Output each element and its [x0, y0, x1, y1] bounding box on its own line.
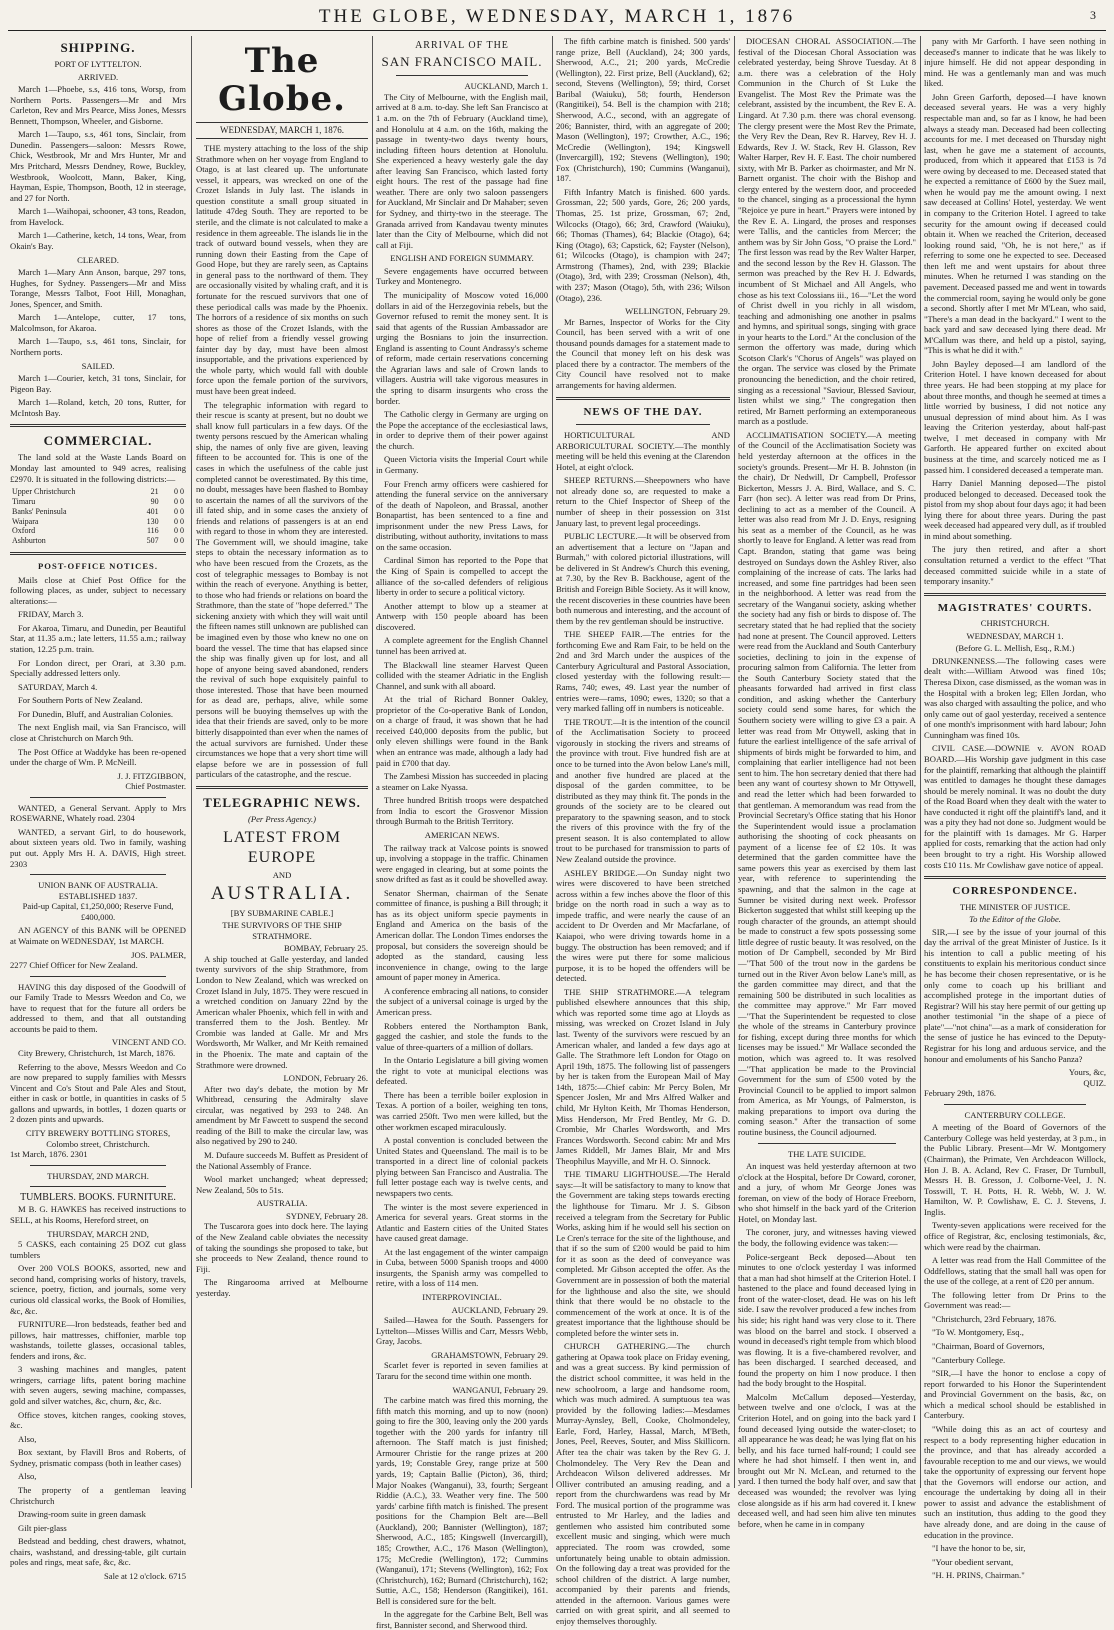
bottling-date: 1st March, 1876. 2301 [10, 1149, 88, 1160]
arrival-entry: March 1—Catherine, ketch, 14 tons, Wear, from Okain's Bay. [10, 230, 186, 251]
sydney-dateline: SYDNEY, February 28. [286, 1210, 368, 1221]
newspaper-title: The Globe. [218, 41, 346, 119]
american-item: Robbers entered the Northampton Bank, gagged the cashier, and stole the funds to the value of three-quarters of a million of dollars. [376, 1020, 548, 1052]
summary-item: The Blackwall line steamer Harvest Queen collided with the steamer Adriatic in the English Channel, and sunk with all aboard. [376, 659, 548, 691]
brewery-notice: HAVING this day disposed of the Goodwill of our Family Trade to Messrs Weedon and Co, we have to request that for the future all orders be addressed to them, and that all outstanding accounts be paid to them. [10, 981, 186, 1034]
american-heading: AMERICAN NEWS. [424, 829, 500, 840]
auction-item: Box sextant, by Flavill Bros and Roberts, of Sydney, prismatic compass (both in leather cases) [10, 1447, 186, 1468]
college-paragraph: A letter was read from the Hall Committee of the Oddfellows, stating that the small hall was open for the use of the college, at a rent of £20 per annum. [924, 1255, 1106, 1287]
court-case: DRUNKENNESS.—The following cases were dealt with:—William Atwood was fined 10s; Theresa Dixon, case dismissed, as the woman was in the Hospital with a broken leg; Ellen Jordan, who was also charged with assaulting the police, and who only came out of gaol yesterday, received a sentence of one month's imprisonment with hard labour; John Cunningham was fined 10s. [924, 655, 1106, 740]
commercial-heading: COMMERCIAL. [43, 433, 153, 449]
news-item: THE TROUT.—It is the intention of the council of the Acclimatisation Society to proceed vigorously in stocking the rivers and streams of the province with trout. Five hundred fish are at once to be turned into the Avon below Lane's mill, and another five hundred are placed at the disposal of the garden committee, to be distributed as they may think fit. The ponds in the grounds of the society are to be cleared out preparatory to the spawning season, and to stock the rivers of this province with the fry of the present season. It is also contemplated to allow trout to be purchased for transmission to parts of New Zealand outside the province. [556, 716, 730, 865]
bank-capital: Paid-up Capital, £1,250,000; Reserve Fund, £400,000. [22, 901, 174, 922]
american-items [376, 843, 548, 1290]
table-cell-value: 0 0 [174, 506, 184, 516]
auction-item: Office stoves, kitchen ranges, cooking stoves, &c. [10, 1409, 186, 1431]
london-dateline: LONDON, February 26. [283, 1073, 368, 1084]
sailed-entry: March 1—Roland, ketch, 20 tons, Rutter, for McIntosh Bay. [10, 397, 186, 418]
suicide-heading: THE LATE SUICIDE. [787, 1148, 867, 1159]
latest-and: AND [272, 869, 292, 880]
inquest-paragraph: An inquest was held yesterday afternoon at two o'clock at the Hospital, before Dr Coward, coroner, and a jury, of whom Mr George Jones was foreman, on view of the body of Horace Freeborn, who shot himself in the back yard of the Criterion Hotel, on Monday last. [738, 1161, 916, 1224]
sailed-list [10, 373, 186, 418]
court-cases [924, 656, 1106, 870]
table-row [10, 487, 186, 497]
summary-item: Severe engagements have occurred between Turkey and Montenegro. [376, 265, 548, 287]
inquest-paragraph: pany with Mr Garforth. I have seen nothing in deceased's manner to indicate that he was likely to injure himself. He did not appear desponding in mind. He was a gentlemanly man and was much liked. [924, 36, 1106, 89]
divider [556, 397, 730, 400]
divider [396, 75, 528, 76]
telegraphic-heading: TELEGRAPHIC NEWS. [203, 794, 361, 810]
bank-heading: UNION BANK OF AUSTRALIA. [38, 880, 158, 891]
table-cell-district: Oxford [12, 526, 36, 536]
postmaster-title: Chief Postmaster. [125, 781, 186, 792]
bombay-dateline: BOMBAY, February 25. [283, 943, 368, 954]
leader-article [196, 143, 368, 780]
college-paragraph: Twenty-seven applications were received for the office of Registrar, &c, enclosing testimonials, &c, which were read by the chairman. [924, 1220, 1106, 1252]
table-cell-acres: 116 [146, 526, 159, 536]
rifle-result: Fifth Infantry Match is finished. 600 yards. Grossman, 22; 500 yards, Gore, 26; 200 yards, Thomas, 25. 1st prize, Grossman, 67; 2nd, Wilcocks (Otago), 66; 3rd, Crawford (Waiuku), 66; Thomas (Thames), 64; Blackie (Otago), 64; King (Otago), 63; Capstick, 62; Fayster (Nelson), 61; Wilcocks (Otago), is champion with 247; Armstrong (Thames), 2nd, with 239; Blackie (Otago), 3rd, with 239; Crossman (Nelson), 4th, with 237; Mason (Otago), 5th, with 236; Wilson (Otago), 236. [556, 186, 730, 303]
inquest-continued [924, 36, 1106, 587]
post-notice: FRIDAY, March 3. [18, 609, 84, 620]
post-notice: SATURDAY, March 4. [18, 681, 98, 692]
auction-item: FURNITURE—Iron bedsteads, feather bed and pillows, hair mattresses, chiffonier, marble top washstands, toilette glasses, occasional tables, fenders and irons, &c. [10, 1319, 186, 1361]
brewery-date: City Brewery, Christchurch, 1st March, 1876. [18, 1048, 176, 1058]
news-item: THE SHEEP FAIR.—The entries for the forthcoming Ewe and Ram Fair, to be held on the 2nd and 3rd March under the auspices of the Canterbury Agricultural and Pastoral Association, closed yesterday with the following result:—Rams, 740; ewes, 49. Last year the number of entries were—rams, 1090; ewes, 1320; so that a very marked falling off in numbers is noticeable. [556, 629, 730, 714]
summary-heading: ENGLISH AND FOREIGN SUMMARY. [390, 253, 534, 264]
divider [30, 797, 166, 798]
table-row [10, 526, 186, 536]
brewery-signature: VINCENT AND CO. [111, 1037, 186, 1048]
leader-paragraph: The telegraphic information with regard to their rescue is scanty at present, but no doubt we shall know full particulars in a few days. Of the twenty persons rescued by the American whaling ship, the names of only five are given, leaving fifteen to be accounted for. This is one of the cases in which the usefulness of the cable just completed cannot be overestimated. By this time, no doubt, messages have been flashed to Bombay to ascertain the names of all the survivors of the ill fated ship, and in some cases the anxiety of friends and relations of passengers is at an end with regard to those in whom they are interested. The Government will, we should imagine, take steps to obtain the necessary information as to who have been rescued from the Crozets, as the cost of telegraphic messages to Bombay is not within the reach of everyone. Anything is better, to those who had friends or relations on board the Strathmore, than the state of "hope deferred." The sickening anxiety with which they will wait until the fifteen names still unknown are published can be imagined even by those who knew no one on board the vessel. The time that has elapsed since the ship was finally given up for lost, and all hope of anyone being saved abandoned, renders the revival of such hope exquisitely painful to those interested. Those that have been mourned for as dead are, perhaps, alive, while some persons will be buoying themselves up with the idea that their friends are saved, only to be more bitterly disappointed than ever when the names of the actual survivors are furnished. Under these circumstances we hope that a very short time will elapse before we are in possession of full particulars of the catastrophe, and the rescue. [196, 399, 368, 780]
inquest-paragraph: John Bayley deposed—I am landlord of the Criterion Hotel. I have known deceased for about three years. He had been stopping at my place for about three months, and though he seemed at times a little worried by business, I did not notice any unusual depression of mind about him. As I was leaving the Criterion yesterday, about half-past twelve, I met deceased in company with Mr Garforth. He appeared further on excited about business at the time, and scarcely noticed me as I passed him. I considered deceased a temperate man. [924, 358, 1106, 475]
post-notice: For Southern Ports of New Zealand. [18, 695, 143, 706]
post-notice: Mails close at Chief Post Office for the following places, as under, subject to necessary alterations:— [10, 574, 186, 606]
table-row [10, 517, 186, 527]
auction-item: Also, [18, 1433, 37, 1444]
table-cell-acres: 90 [150, 496, 159, 506]
auckland2-dateline: AUCKLAND, February 29. [451, 1304, 548, 1315]
sailed-label: SAILED. [81, 360, 115, 371]
summary-item: The Zambesi Mission has succeeded in placing a steamer on Lake Nyassa. [376, 771, 548, 792]
postmaster-name: J. J. FITZGIBBON, [117, 770, 186, 781]
american-item: At the last engagement of the winter campaign in Cuba, between 5000 Spanish troops and 4000 insurgents, the Spanish army was compelled to retire, with a loss of 114 men. [376, 1246, 548, 1289]
bottling-heading: CITY BREWERY BOTTLING STORES, [25, 1127, 171, 1138]
column-rule [552, 36, 553, 1488]
bank-manager: JOS. PALMER, [131, 949, 186, 960]
auction-item: The property of a gentleman leaving Christchurch [10, 1484, 186, 1506]
college-paragraph: "Chairman, Board of Governors, [932, 1341, 1045, 1352]
bottling-address: Colombo street, Christchurch. [46, 1138, 150, 1149]
divider [30, 874, 166, 875]
college-paragraph: "Canterbury College. [932, 1354, 1006, 1365]
classified-ads [10, 803, 186, 869]
column-4 [556, 36, 730, 1626]
column-rule [191, 36, 192, 1488]
table-cell-district: Upper Christchurch [12, 487, 76, 497]
table-cell-acres: 507 [146, 536, 159, 546]
rifle-result: The fifth carbine match is finished. 500 yards' range prize, Bell (Auckland), 24; 300 yards, Sherwood, A.C., 21; 200 yards, McCredie (Wellington), 22. First prize, Bell (Auckland), 62; second, Stevens (Wellington), 59; third, Corset Baribal (Waiuku), 58; fourth, Henderson (Rangitikei), 54. Bell is the champion with 218; Sherwood, A.C., second, with an aggregate of 206; Bannister, third, with an aggregate of 200; Mason (Wellington), 197; Crowther, A.C., 196; McCredie (Wellington), 194; Kingswell (Invercargill), 192; Stevens (Wellington), 190; Fox (Christchurch), 190; Cummins (Wanganui), 187. [556, 36, 730, 184]
commercial-text: The land sold at the Waste Lands Board on Monday last amounted to 949 acres, realising £2970. It is situated in the following districts:— [10, 452, 186, 484]
post-notice: The next English mail, via San Francisco, will close at Christchurch on March 9th. [10, 722, 186, 743]
inquest-text [738, 1161, 916, 1529]
table-cell-acres: 21 [150, 487, 159, 497]
to-editor: To the Editor of the Globe. [969, 914, 1061, 925]
auction-footer: Sale at 12 o'clock. 6715 [104, 1570, 186, 1581]
auction-item: Drawing-room suite in green damask [18, 1509, 146, 1520]
inquest-paragraph: The jury then retired, and after a short consultation returned a verdict to the effect "That deceased committed suicide while in a state of temporary insanity." [924, 544, 1106, 587]
auckland-text: The City of Melbourne, with the English mail, arrived at 8 a.m. to-day. She left San Francisco at 1 a.m. on the 7th of February (Auckland time), and Honolulu at 4 a.m. on the 16th, making the passage in twenty-two days twenty hours, including fifteen hours detention at Honolulu. She experienced a heavy westerly gale the day after leaving San Francisco, which lasted forty eight hours. The rest of the passage had fine weather. There are only two saloon passengers for Auckland, Mr Sinclair and Dr Mahaber; seven for Sydney, and thirty-two in the steerage. The Granada arrived from Kandavau twenty minutes later than the City of Melbourne, which did not call at Fiji. [376, 91, 548, 250]
column-5 [738, 36, 917, 1529]
wellington-text: Mr Barnes, Inspector of Works for the City Council, has been served with a writ of one thousand pounds damages for a statement made to the Council that money left on his desk was placed there by a contractor. The members of the City Council have resolved not to make arrangements for having aldermen. [556, 316, 730, 390]
table-cell-district: Timaru [12, 496, 36, 506]
summary-item: Cardinal Simon has reported to the Pope that the King of Spain is compelled to accept the alliance of the so-called defenders of religious liberty in order to secure a political victory. [376, 555, 548, 598]
latest-heading: LATEST FROM EUROPE [223, 829, 341, 867]
justice-heading: THE MINISTER OF JUSTICE. [959, 901, 1071, 912]
divider [576, 424, 710, 425]
table-row [10, 536, 186, 546]
cleared-entry: March 1—Taupo, s.s, 461 tons, Sinclair, for Northern ports. [10, 336, 186, 358]
column-rule [372, 36, 373, 1488]
post-notice: For London direct, per Orari, at 3.30 p.m. Specially addressed letters only. [10, 657, 186, 679]
summary-item: Four French army officers were cashiered for attending the funeral service on the anniversary of the death of Napoleon, and Brassal, another Bonapartist, has been sentenced to a fine and imprisonment under the new Press Laws, for distributing, without authority, invitations to mass on the same occasion. [376, 478, 548, 552]
court-case: CIVIL CASE.—DOWNIE v. AVON ROAD BOARD.—His Worship gave judgment in this case for the plaintiff, remarking that although the plaintiff was entitled to damages he thought these damages should be merely nominal. It was no doubt the duty of the Road Board when they dealt with the water to have conducted it right off the plaintiff's land, and it was a pity they had not done so. Judgment would be for the plaintiff with 1s damages. Mr G. Harper applied for costs, remarking that the action had only been brought to try a right. His Worship allowed costs £10 11s. Mr Cowlishaw gave notice of appeal. [924, 743, 1106, 870]
tumblers-heading: TUMBLERS. BOOKS. FURNITURE. [20, 1192, 176, 1204]
auction-item: Also, [18, 1471, 37, 1482]
auckland-dateline: AUCKLAND, March 1. [464, 81, 548, 92]
news-item: CHURCH GATHERING.—The church gathering at Opawa took place on Friday evening, and was a great success. By kind permission of the district school committee, it was held in the new schoolroom, a large and handsome room, which was much admired. A sumptuous tea was provided by the following ladies:—Mesdames Murray-Aynsley, Bell, Cooke, Cholmondeley, Earle, Ford, Harley, Hassal, March, M'Beth, Jones, Peel, Reeves, Souter, and Miss Skillicorn. After tea the chair was taken by the Rev G. J. Cholmondeley. The Very Rev the Dean and Archdeacon Wilson delivered addresses. Mr Olliver contributed an amusing reading, and a report from the churchwardens was read by Mr Ford. The musical portion of the programme was entrusted to Mr Harley, and the ladies and gentlemen who assisted him contributed some excellent music and singing, which were much appreciated. The room was crowded, some unfortunately being unable to obtain admission. On the following day a treat was provided for the school children of the district. A large number, accompanied by their parents and friends, attended in the afternoon. Various games were carried on with great spirit, and all seemed to enjoy themselves thoroughly. [556, 1341, 730, 1626]
column-rule [920, 36, 921, 1488]
divider [944, 1104, 1086, 1105]
cleared-entry: March 1—Mary Ann Anson, barque, 297 tons, Hughes, for Sydney. Passengers—Mr and Miss Torange, Messrs Talbot, Foot Hill, Monaghan, Jones, Spencer, and Smith. [10, 267, 186, 309]
divider [10, 552, 186, 555]
auction-item: Bedstead and bedding, chest drawers, whatnot, chairs, washstand, and dressing-table, gilt curtain poles and rings, meat safe, &c, &c. [10, 1536, 186, 1568]
post-heading: POST-OFFICE NOTICES. [38, 561, 158, 572]
divider [924, 876, 1106, 879]
post-notice: For Dunedin, Bluff, and Australian Colonies. [18, 708, 173, 719]
news-item: SHEEP RETURNS.—Sheepowners who have not already done so, are requested to make a return to the Chief Inspector of Sheep of the number of sheep in their possession on 31st January last, to prevent legal proceedings. [556, 475, 730, 528]
summary-items [376, 266, 548, 827]
survivors-heading: THE SURVIVORS OF THE SHIP STRATHMORE. [222, 920, 342, 941]
masthead: THE GLOBE, WEDNESDAY, MARCH 1, 1876 [318, 6, 796, 27]
bank-agency: AN AGENCY of this BANK will be OPENED at Waimate on WEDNESDAY, 1st MARCH. [10, 925, 186, 946]
interprovincial-heading: INTERPROVINCIAL. [422, 1292, 502, 1303]
cleared-list [10, 267, 186, 358]
sydney-text: The Tuscarora goes into dock here. The laying of the New Zealand cable obviates the necessity of taking the soundings she proposed to take, but she proceeds to New Zealand, thence round to Fiji. [196, 1221, 368, 1274]
news-item: THE TIMARU LIGHTHOUSE.—The Herald says:—It will be satisfactory to many to know that the Government are taking steps towards erecting the lighthouse for Timaru. Mr J. S. Gibson received a telegram from the Secretary for Public Works, asking him if he would sell his section on Le Cren's terrace for the site of the lighthouse, and that if so the sum of £200 would be paid to him for it as soon as the deed of conveyance was completed. Mr Gibson accepted the offer. As the Government are in possession of both the material for the lighthouse and also the site, we should think that there would be no obstacle to the commencement of the work at once. It is of the greatest importance that the lighthouse should be completed before the winter sets in. [556, 1169, 730, 1338]
cleared-entry: March 1—Antelope, cutter, 17 tons, Malcolmson, for Akaroa. [10, 312, 186, 333]
per-press: (Per Press Agency.) [247, 813, 316, 824]
australia-heading: AUSTRALIA. [256, 1198, 308, 1209]
classified-ad: WANTED, a servant Girl, to do housework, about sixteen years old. Two in family, washing put out. Apply Mrs H. A. DAVIS, High street. 2303 [10, 826, 186, 869]
summary-item: At the trial of Richard Bonner Oakley, proprietor of the Co-operative Bank of London, on a charge of fraud, it was shown that he had received £40,000 deposits from the public, but only eleven shillings were found in the Bank when an entrance was made, although a lady had paid in £700 that day. [376, 694, 548, 768]
table-cell-acres: 130 [146, 516, 159, 526]
column-6 [924, 36, 1106, 1581]
news-item: ACCLIMATISATION SOCIETY.—A meeting of the Council of the Acclimatisation Society was held yesterday afternoon at the offices in the society's grounds. Present—Mr H. B. Johnston (in the chair), Dr Nedwill, Dr Campbell, Professor Bickerton, Messrs J. A. Bird, Wallace, and S. C. Farr (hon sec). A letter was read from Dr Prins, declining to act as a member of the Council. A letter was also read from Mr J. D. Enys, resigning his seat as a member of the Council, as he was shortly to leave for England. A letter was read from Capt. Brandon, stating that game was being destroyed on Sundays down the Ashley River, also complaining of the increase of cats. The larks had increased, and some fine partridges had been seen in the neighborhood. A letter was read from the secretary of the Wanganui society, asking whether the society had any fish or birds to dispose of. The secretary stated that he had replied that the society had none at present. The Council approved. Letters were read from the Auckland and South Canterbury societies, declining to join in the expense of procuring salmon from California. The letter from the South Canterbury Society stated that the pheasants forwarded had arrived in first class condition, and asking whether the Canterbury society could send some hares, for which the Southern society were willing to give £3 a pair. A letter was read from Mr Ottywell, asking that in future the earliest intelligence of the safe arrival of shipments of birds might be forwarded to him, and complaining that earlier intelligence had not been sent to him. The hon secretary denied that there had been any want of courtesy shown to Mr Ottywell, and read the letter which had been forwarded to that gentleman. A memorandum was read from the Provincial Secretary's Office stating that his Honor the Superintendent would issue a proclamation authorising the shooting of cock pheasants on payment of a license fee of £2 10s. It was determined that the garden committee have the same powers this year as exercised by them last year, with reference to superintending the spawning, and that the salmon in the cage at Sumner be visited during next week. Professor Bickerton suggested that whilst still keeping up the rough character of the grounds, an attempt should be made to construct a few spots possessing some little degree of rustic beauty. It was resolved, on the motion of Dr Campbell, seconded by Mr Bird—"That 500 of the trout now in the gardens be turned out in the River Avon below Lane's mill, as the garden committee may direct, and that the remaining 500 be distributed in such localities as the committee may approve." Mr Farr moved—"That the Superintendent be requested to close the whole of the streams in Canterbury province for fishing, except during three months for which licenses may be issued." Mr Wallace seconded the motion, which was agreed to. It was resolved—"That application be made to the Provincial Government for the sum of £500 voted by the Provincial Council to be applied to import salmon from America, as Mr Youngs, of Palmerston, is making preparations to import ova during the coming season." After the transaction of some routine business, the Council adjourned. [738, 429, 916, 1137]
shipping-heading: SHIPPING. [60, 40, 136, 55]
american-item: In the Ontario Legislature a bill giving women the right to vote at municipal elections was defeated. [376, 1055, 548, 1087]
college-paragraph: The following letter from Dr Prins to the Government was read:— [924, 1289, 1106, 1311]
divider [30, 1186, 166, 1187]
graham-dateline: GRAHAMSTOWN, February 29. [431, 1349, 548, 1360]
london-text: After two day's debate, the motion by Mr Whitbread, censuring the Admiralty slave circular, was negatived by 293 to 248. An amendment by Mr Fawcett to suspend the second reading of the Bill to make the circular law, was also negatived by 290 to 240. [196, 1083, 368, 1147]
news-item: THE SHIP STRATHMORE.—A telegram published elsewhere announces that this ship, which was reported some time ago at Lloyds as missing, was wrecked on Crozet Island in July last. Twenty of the survivors were rescued by an American whaler, and landed a few days ago at Galle. The Strathmore left London for Otago on April 19th, 1875. The following list of passengers by her is taken from the European Mail of May 14th, 1875:—Chief cabin: Mr Percy Bolen, Mr Spencer Joslen, Mr and Mrs Alfred Walker and child, Mr Hylton Keith, Mr Thomas Henderson, Miss Henderson, Mr Fred Bentley, Mr G. D. Crombie, Mr Charles Wordsworth, and Mrs Frances Wordsworth. Second cabin: Mr and Mrs James Riddell, Mr James Blair, Mr and Mrs Theophilus Mayville, and Mr H. O. Sinnock. [556, 986, 730, 1166]
auction-date: THURSDAY, MARCH 2ND, [47, 1228, 149, 1239]
bombay-text: A ship touched at Galle yesterday, and landed twenty survivors of the ship Strathmore, from London to New Zealand, which was wrecked on Crozet Island in July, 1875. They were rescued in a wretched condition on January 22nd by the American whaler Phoenix, which fell in with and transferred them to the Josh. Bentley. Mr Crombie was landed at Galle. Mr and Mrs Wordsworth, Mr Walker, and Mr Keith remained in the Phoenix. The mate and captain of the Strathmore were drowned. [196, 953, 368, 1070]
court-before: (Before G. L. Mellish, Esq., R.M.) [955, 643, 1075, 654]
thursday-heading: THURSDAY, 2ND MARCH. [47, 1170, 149, 1181]
american-item: A conference embracing all nations, to consider the subject of a universal coinage is urged by the American press. [376, 985, 548, 1017]
rifle-results [556, 36, 730, 303]
arrival-heading: ARRIVAL OF THE [415, 40, 509, 51]
cleared-label: CLEARED. [77, 254, 119, 265]
auction-item: 3 washing machines and mangles, patent wringers, carriage lifts, patent boring machine with seven augers, sewing machine, compasses, gold and silver watches, &c, churn, &c, &c. [10, 1364, 186, 1407]
table-cell-acres: 401 [146, 506, 159, 516]
leader-paragraph: THE mystery attaching to the loss of the ship Strathmore when on her voyage from England to Otago, is at last cleared up. The unfortunate vessel, it appears, was wrecked on one of the Crozet Islands in July last. The islands in question constitute a small group situated in latitude 47deg South. They are reported to be sterile, and the climate is not calculated to make a residence in them agreeable. The islands lie in the track of outward bound vessels, when they are running down their Easting from the Cape of Good Hope, but they are rarely seen, as Captains in general pass to the northward of them. They are occasionally visited by whaling craft, and it is fortunate for the rescued survivors that one of these periodical calls was made by the Phoenix. The horrors of a residence of six months on such shores as those of the Crozet Islands, with the hope of relief from a friendly vessel growing fainter day by day, must have been almost insupportable, and the privations experienced by the whole party, which would fall with double force upon the female portion of the survivors, must have been great indeed. [196, 143, 368, 396]
christchurch-heading: CHRISTCHURCH. [980, 618, 1050, 629]
auction-items [10, 1239, 186, 1568]
bank-manager-title: 2277 Chief Officer for New Zealand. [10, 960, 138, 971]
college-heading: CANTERBURY COLLEGE. [964, 1109, 1066, 1120]
post-notice: For Akaroa, Timaru, and Dunedin, per Beautiful Star, at 11.35 a.m.; late letters, 11.55 a.m.; railway station, 12.25 p.m. train. [10, 622, 186, 654]
arrived-label: ARRIVED. [77, 71, 119, 82]
summary-item: Another attempt to blow up a steamer at Antwerp with 150 people aboard has been discovered. [376, 600, 548, 632]
college-paragraph: "To W. Montgomery, Esq., [932, 1327, 1024, 1338]
auction-item: Over 200 VOLS BOOKS, assorted, new and second hand, comprising works of history, travels, science, poetry, fiction, and journals, some very curious old classical works, the Book of Homilies, &c, &c. [10, 1263, 186, 1316]
wanganui-text-2: In the aggregate for the Carbine Belt, Bell was first, Bannister second, and Sherwood third. [376, 1609, 548, 1630]
college-paragraph: "H. H. PRINS, Chairman." [932, 1570, 1025, 1581]
table-cell-value: 0 0 [174, 487, 184, 497]
divider [30, 976, 166, 977]
college-paragraph: "While doing this as an act of courtesy and respect to a body representing higher education in the province, and that has already accorded a favourable reception to me and our views, we would take the opportunity of expressing our fervent hope that the Governors will endorse our action, and encourage the undertaking by doing all in their power to assist and advance the establishment of such an institution, thus adding to the good they have already done, and are doing in the cause of education in the province. [924, 1423, 1106, 1540]
letter-paragraph: SIR,—I see by the issue of your journal of this day the arrival of the great Minister of Justice. Is it his intention to call a public meeting of his constituents to explain his meritorious conduct since he has become their chosen representative, or is he only come to coach up his brilliant and accomplished protege in the important duties of Registrar? Will his stay here permit of our getting up another testimonial "in the shape of a piece of plate"—"not china"—as a mark of consideration for the sense of justice he has evinced to the Deputy-Registrar for his long and arduous service, and the honour and emoluments of his Sancho Panza? [924, 926, 1106, 1064]
american-item: The winter is the most severe experienced in America for several years. Great storms in the Atlantic and Eastern cities of the United States have caused great damage. [376, 1201, 548, 1244]
college-report [924, 1122, 1106, 1581]
summary-item: Queen Victoria visits the Imperial Court while in Germany. [376, 454, 548, 475]
wellington-dateline: WELLINGTON, February 29. [625, 306, 730, 317]
table-row [10, 497, 186, 507]
sydney-text-2: The Ringarooma arrived at Melbourne yesterday. [196, 1277, 368, 1298]
letter-signoff: Yours, &c, [1068, 1067, 1106, 1078]
table-cell-district: Ashburton [12, 536, 46, 546]
inquest-paragraph: The coroner, jury, and witnesses having viewed the body, the following evidence was taken:— [738, 1227, 916, 1248]
college-paragraph: A meeting of the Board of Governors of the Canterbury College was held yesterday, at 3 p.m., in the Public Library. Present—Mr W. Montgomery (Chairman), the Primate, Ven Archdeacon Willock, Hon J. B. A. Acland, Rev C. Fraser, Dr Turnbull, Messrs H. B. Gresson, J. Colborne-Veel, J. N. Tosswill, T. H. Potts, H. R. Webb, W. J. W. Hamilton, W. P. Cowlishaw, E. C. J. Stevens, J. Inglis. [924, 1122, 1106, 1217]
divider [924, 593, 1106, 596]
summary-item: A complete agreement for the English Channel tunnel has been arrived at. [376, 635, 548, 656]
arrivals-list [10, 84, 186, 251]
letter-date: February 29th, 1876. [924, 1088, 997, 1099]
table-row [10, 507, 186, 517]
australia-heading-large: AUSTRALIA. [210, 883, 354, 905]
news-heading: NEWS OF THE DAY. [583, 405, 703, 418]
american-item: Senator Sherman, chairman of the Senate committee of finance, is pushing a Bill through; it has as its object uniform specie payments in England and America on the basis of the American dollar. The London Times endorses the proposal, but considers the sovereign should be adopted as the standard, causing less inconvenience in change, owing to the large amount of paper money in America. [376, 887, 548, 983]
table-cell-value: 0 0 [174, 516, 184, 526]
table-cell-value: 0 0 [174, 536, 184, 546]
inquest-paragraph: Harry Daniel Manning deposed—The pistol produced belonged to deceased. Deceased took the pistol from my shop about four days ago; it had been lying there for about three years. During the past week deceased had appeared very dull, as if troubled in mind about something. [924, 478, 1106, 541]
london-text-2: M. Dufaure succeeds M. Buffett as President of the National Assembly of France. [196, 1150, 368, 1171]
college-paragraph: "I have the honor to be, sir, [932, 1543, 1026, 1554]
classified-ad: WANTED, a General Servant. Apply to Mrs ROSEWARNE, Whately road. 2304 [10, 802, 186, 824]
table-cell-value: 0 0 [174, 496, 184, 506]
summary-item: The municipality of Moscow voted 16,000 dollars in aid of the Herzegovinia rebels, but the Governor refused to remit the money sent. It is said that agents of the Russian Ambassador are urging the Bosnians to join the insurrection. England is assenting to Count Andrassy's scheme of reform, made certain reservations concerning the Agrarian laws and sale of Crown lands to villagers. Austria will take vigorous measures in the spring to disarm insurgents who cross the border. [376, 289, 548, 406]
land-table [10, 487, 186, 546]
college-paragraph: "Christchurch, 23rd February, 1876. [932, 1313, 1057, 1324]
news-item: HORTICULTURAL AND ARBORICULTURAL SOCIETY.—The monthly meeting will be held this evening at the Clarendon Hotel, at eight o'clock. [556, 430, 730, 472]
post-notices [10, 575, 186, 768]
graham-text: Scarlet fever is reported in seven families at Tararu for the second time within one month. [376, 1360, 548, 1381]
inquest-paragraph: John Green Garforth, deposed—I have known deceased several years. He was a very highly respectable man and, so far as I know, he had been always a steady man. Deceased had been collecting accounts for me. I met deceased on Thursday night last, when he gave me a statement of accounts, produced, from which it appeared that £153 is 7d were owing by deceased to me. Deceased stated that he expected a remittance of £600 by the Suez mail, when he would pay me the amount owing. I next saw deceased at Collins' Hotel, yesterday. We went in company to the Criterion Hotel. I agreed to take security for the amount owing if deceased could obtain it. When we reached the Criterion, deceased looking round said, "Oh, he is not here," as if referring to some one he expected to see. Deceased then left me and went upstairs for about three minutes. When he returned I was standing on the pavement. Deceased passed me and went in towards the commercial room, saying he would only be gone a second. Shortly after I met Mr M'Lean, who said, "There's a man dead in the backyard." I went to the back yard and saw deceased lying there dead. Mr M'Callum was there, and held up a pistol, saying, "This is what he did it with." [924, 91, 1106, 356]
news-item: ASHLEY BRIDGE.—On Sunday night two wires were discovered to have been stretched across within a few inches above the floor of this bridge on the north road in such a way as to impede traffic, and were nearly the cause of an accident to Dr Overden and Mr Macfarlane, of Kaiapoi, who were driving towards home in a buggy. The obstruction has been removed; and if the wires were put there for some malicious purpose, it is to be hoped the offenders will be detected. [556, 867, 730, 984]
post-notice: The Post Office at Waddyke has been re-opened under the charge of Wm. P. McNeill. [10, 746, 186, 768]
column-1 [10, 36, 186, 1581]
table-cell-district: Waipara [12, 516, 39, 526]
letter-signature: QUIZ. [1083, 1077, 1106, 1088]
port-heading: PORT OF LYTTELTON. [54, 58, 142, 69]
bank-established: ESTABLISHED 1837. [58, 890, 138, 901]
table-cell-value: 0 0 [174, 526, 184, 536]
wanganui-dateline: WANGANUI, February 29. [452, 1384, 548, 1395]
arrival-entry: March 1—Waihopai, schooner, 43 tons, Readon, from Havelock. [10, 206, 186, 227]
auction-item: 5 CASKS, each containing 25 DOZ cut glass tumblers [10, 1239, 186, 1260]
inquest-paragraph: Malcolm McCallum deposed—Yesterday, between twelve and one o'clock, I was at the Criterion Hotel, and on going into the back yard I found deceased lying outside the water-closet; to all appearance he was dead; he was lying flat on his belly, and his face turned half-round; I could see where he had shot himself. I then went in, and brought out Mr N. McLean, and returned to the yard. I then turned the body half over, and saw that deceased was wounded; the revolver was lying close alongside as if his arm had covered it. I knew deceased well, and had seen him alive ten minutes before, when he came in in company [738, 1391, 917, 1529]
auction-item: Gilt pier-glass [18, 1522, 67, 1533]
divider [30, 1165, 166, 1166]
letter-body [924, 927, 1106, 1064]
page-number: 3 [1090, 8, 1096, 22]
column-rule [734, 36, 735, 1488]
auction-intro: M B. G. HAWKES has received instructions to SELL, at his Rooms, Hereford street, on [10, 1204, 186, 1226]
wanganui-text: The carbine match was fired this morning, the fifth match this morning, and up to now (noon) going to fire the 300, leaving only the 200 yards together with the 200 yards for infantry till afternoon. The Staff match is just finished; Armourer Christie for the range prizes at 200 yards, 19; Constable Grey, range prize at 500 yards, 19; Captain Ballie (Picton), 36, third; Major Noakes (Wanganui), 33, fourth; Sergeant Riddie (A.C.), 33. Weather very fine. The 500 yards' carbine fifth match is finished. The present positions for the Champion Belt are—Bell (Auckland), 200; Bannister (Wellington), 187; Sherwood, A.C., 185; Kingswell (Invercargill), 185; Crowther, A.C., 176 Mason (Wellington), 175; McCredie (Wellington), 172; Cummins (Wanganui), 171; Stevens (Wellington), 162; Fox (Christchurch), 162; Burnard (Christchurch), 162; Suttie, A.C., 158; Henderson (Rangitikei), 161. Bell is considered sure for the belt. [376, 1395, 548, 1606]
divider [196, 786, 368, 789]
news-items [556, 430, 730, 1626]
court-dateline: WEDNESDAY, MARCH 1. [966, 630, 1064, 641]
arrival-entry: March 1—Taupo, s.s, 461 tons, Sinclair, from Dunedin. Passengers—saloon: Messrs Rowe, Chick, Westbrook, Mr and Mrs Hunter, Mr and Mrs Pritchard, Messrs Dendney, Rowe, Buckley, Westbrook, Woolcott, Mann, Baker, King, Hayman, Espie, Thompson, Booth, 12 in steerage, and 27 for North. [10, 129, 186, 203]
college-paragraph: "SIR,—I have the honor to enclose a copy of report forwarded to his Honor the Superintendent and Provincial Government on the basis, &c, on which a medical school should be established in Canterbury. [924, 1368, 1106, 1421]
american-item: There has been a terrible boiler explosion in Texas. A portion of a boiler, weighing ten tons, was carried 250ft. Two men were killed, but the other workmen escaped miraculously. [376, 1089, 548, 1132]
magistrates-heading: MAGISTRATES' COURTS. [937, 601, 1093, 614]
inquest-paragraph: Police-sergeant Beck deposed—About ten minutes to one o'clock yesterday I was informed that a man had shot himself at the Criterion Hotel. I hastened to the place and found deceased lying in front of the water-closet, dead. He was on his left side. I saw the revolver produced a few inches from his side; his right hand was very close to it. There was blood on the barrel and stock. I observed a wound in deceased's right temple from which blood was flowing. It is a five-chambered revolver, and has been discharged. I searched deceased, and found the property on him I now produce. I then had the body brought to the Hospital. [738, 1251, 917, 1389]
news-items [738, 36, 916, 1138]
auckland2-text: Sailed—Hawea for the South. Passengers for Lyttelton—Misses Willis and Carr, Messrs Webb, Gray, Jacobs. [376, 1315, 548, 1347]
column-2 [196, 36, 368, 1488]
london-text-3: Wool market unchanged; wheat depressed; New Zealand, 50s to 51s. [196, 1174, 368, 1195]
divider [758, 1143, 896, 1144]
summary-item: The Catholic clergy in Germany are urging on the Pope the acceptance of the ecclesiastical laws, in order to deprive them of their power against the church. [376, 409, 548, 451]
correspondence-heading: CORRESPONDENCE. [952, 885, 1078, 898]
column-3 [376, 36, 548, 1630]
table-cell-district: Banks' Peninsula [12, 506, 67, 516]
brewery-notice-2: Referring to the above, Messrs Weedon and Co are now prepared to supply families with Messrs Vincent and Co's Stout and Pale Ales and Stout, either in cask or bottle, in quantities in casks of 5 gallons and upwards, in bottles, 1 dozen quarts or 2 dozen pints and upwards. [10, 1061, 186, 1125]
american-item: The railway track at Valcose points is snowed up, involving a stoppage in the traffic. Chinamen were engaged in clearing, but at some points the snow drifted as fast as it could be shovelled away. [376, 842, 548, 885]
top-rule [8, 30, 1106, 31]
sailed-entry: March 1—Courier, ketch, 31 tons, Sinclair, for Pigeon Bay. [10, 373, 186, 394]
news-item: PUBLIC LECTURE.—It will be observed from an advertisement that a lecture on "Japan and Burmah," with colored pictorial illustrations, will be delivered in St Andrew's Church this evening, at 7.30, by the Rev B. Backhouse, agent of the British and Foreign Bible Society. As it will know, the recent discoveries in these countries have been both numerous and interesting, and the account of them by the rev gentleman should be instructive. [556, 531, 730, 626]
issue-date: WEDNESDAY, MARCH 1, 1876. [196, 122, 368, 139]
by-cable: [BY SUBMARINE CABLE.] [230, 907, 334, 918]
american-item: A postal convention is concluded between the United States and Queensland. The mail is to be transported in a direct line of colonial packets plying between San Francisco and Australia. The full letter postage each way is twelve cents, and newspapers two cents. [376, 1135, 548, 1198]
divider [10, 424, 186, 427]
college-paragraph: "Your obedient servant, [932, 1556, 1014, 1567]
news-item: DIOCESAN CHORAL ASSOCIATION.—The festival of the Diocesan Choral Association was celebrated yesterday, being Shrove Tuesday. At 8 a.m. there was a celebration of the Holy Communion in the Church of St Luke the Evangelist. The Most Rev the Primate was the celebrant, assisted by the incumbent, the Rev E. A. Lingard. At 7.30 p.m. there was choral evensong. The clergy present were the Most Rev the Primate, the Very Rev the Dean, Rev R. Harvey, Rev H. J. Edwards, Rev J. W. Stack, Rev H. Glasson, Rev Walter Harper, Rev H. F. East. The choir numbered sixty, with Mr B. Parker as choirmaster, and Mr N. Barnett organist. The choir with the Bishop and clergy entered by the western door, and proceeded to the chancel, singing as a processional the hymn "Rejoice ye pure in heart." Prayers were intoned by the Rev E. A. Lingard, the proses and responses were Tallis, and the canticles from Mercer; the anthem was by Sir John Goss, "O praise the Lord." The first lesson was read by the Rev Walter Harper, and the second lesson by the Rev H. Glasson. The sermon was preached by the Rev H. J. Edwards, incumbent of St Michael and All Angels, who chose as his text Colossians iii., 16—"Let the word of Christ dwell in you richly in all wisdom, teaching and admonishing one another in psalms and hymns, and spiritual songs, singing with grace in your hearts to the Lord." At the conclusion of the sermon the offertory was made, during which Scotson Clark's "Chorus of Angels" was played on the organ. The service was closed by the Primate pronouncing the benediction, and the choir retired, singing as a recessional "Saviour, Blessed Saviour, listen whilst we sing." The congregation then retired, Mr Barnett performing an extemporaneous march as a postlude. [738, 36, 916, 427]
summary-item: Three hundred British troops were despatched from India to escort the Grosvenor Mission through Burmah to the British Territory. [376, 795, 548, 827]
san-francisco-heading: SAN FRANCISCO MAIL. [381, 54, 543, 70]
arrival-entry: March 1—Phoebe, s.s, 416 tons, Worsp, from Northern Ports. Passengers—Mr and Mrs Carleton, Rev and Mrs Pearce, Miss Jones, Messrs Bennett, Thompson, Wheeler, and Gisborne. [10, 84, 186, 126]
